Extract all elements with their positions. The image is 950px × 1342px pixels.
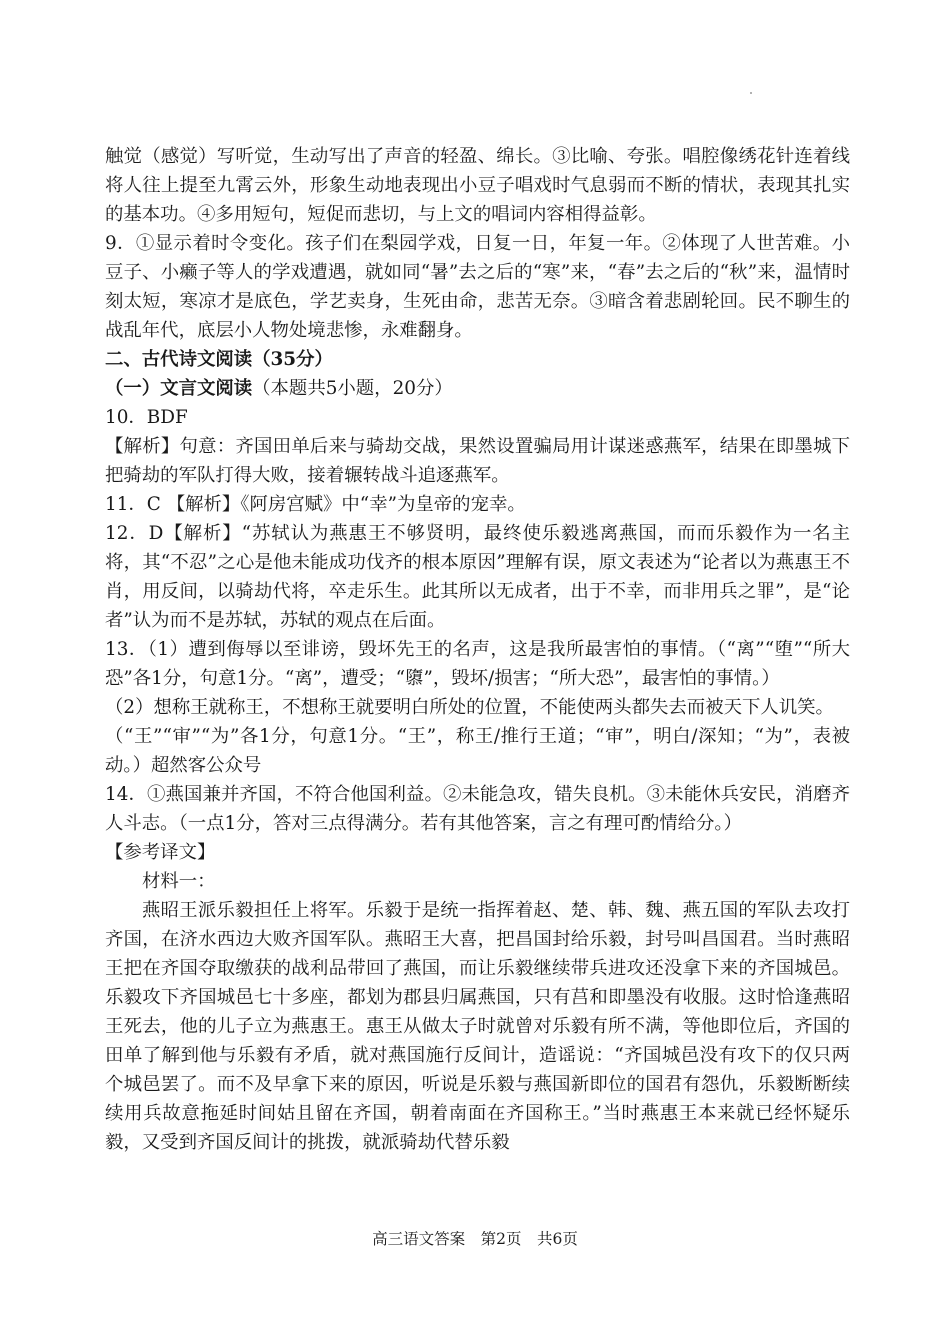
scan-speck [750, 92, 752, 94]
subsection-heading-classical-reading [105, 374, 850, 403]
paragraph-q8-continued: 触觉（感觉）写听觉，生动写出了声音的轻盈、绵长。③比喻、夸张。唱腔像绣花针连着线将人往上提至九霄云外，形象生动地表现出小豆子唱戏时气息弱而不断的情状，表现其扎实的基本功。④多用短句，短促而悲切，与上文的唱词内容相得益彰。 [105, 146, 850, 225]
paragraph-q10-analysis: 【解析】句意：齐国田单后来与骑劫交战，果然设置骗局用计谋迷惑燕军，结果在即墨城下把骑劫的军队打得大败，接着辗转战斗追逐燕军。 [105, 436, 850, 486]
subsection-heading-rest: （本题共5小题，20分） [252, 378, 453, 399]
paragraph-q12: 12．D【解析】“苏轼认为燕惠王不够贤明，最终使乐毅逃离燕国，而而乐毅作为一名主将，其“不忍”之心是他未能成功伐齐的根本原因”理解有误，原文表述为“论者以为燕惠王不肖，用反间，以骑劫代将，卒走乐生。此其所以无成者，出于不幸，而非用兵之罪”，是“论者”认为而不是苏轼，苏轼的观点在后面。 [105, 523, 850, 631]
paragraph-q9: 9．①显示着时令变化。孩子们在梨园学戏，日复一日，年复一年。②体现了人世苦难。小豆子、小癞子等人的学戏遭遇，就如同“暑”去之后的“寒”来，“春”去之后的“秋”来，温情时刻太短，寒凉才是底色，学艺卖身，生死由命，悲苦无奈。③暗含着悲剧轮回。民不聊生的战乱年代，底层小人物处境悲惨，永难翻身。 [105, 233, 850, 341]
material-one-label: 材料一： [142, 871, 216, 892]
page-footer: 高三语文答案 第2页 共6页 [372, 1230, 578, 1248]
section-heading-ancient-poetry: 二、古代诗文阅读（35分） [105, 349, 333, 370]
paragraph-q13-part2: （2）想称王就称王，不想称王就要明白所处的位置，不能使两头都失去而被天下人讥笑。 [105, 697, 834, 718]
paragraph-q13-part2-scoring: （“王”“审”“为”各1分，句意1分。“王”，称王/推行王道；“审”，明白/深知；“为”，表被动。）超然客公众号 [105, 726, 850, 776]
paragraph-q13-part1: 13．（1）遭到侮辱以至诽谤，毁坏先王的名声，这是我所最害怕的事情。（“离”“堕”“所大恐”各1分，句意1分。“离”，遭受；“隳”，毁坏/损害；“所大恐”，最害怕的事情。） [105, 639, 850, 689]
translation-paragraph: 燕昭王派乐毅担任上将军。乐毅于是统一指挥着赵、楚、韩、魏、燕五国的军队去攻打齐国，在济水西边大败齐国军队。燕昭王大喜，把昌国封给乐毅，封号叫昌国君。当时燕昭王把在齐国夺取缴获的战利品带回了燕国，而让乐毅继续带兵进攻还没拿下来的齐国城邑。乐毅攻下齐国城邑七十多座，都划为郡县归属燕国，只有莒和即墨没有收服。这时恰逢燕昭王死去，他的儿子立为燕惠王。惠王从做太子时就曾对乐毅有所不满，等他即位后，齐国的田单了解到他与乐毅有矛盾，就对燕国施行反间计，造谣说：“齐国城邑没有攻下的仅只两个城邑罢了。而不及早拿下来的原因，听说是乐毅与燕国新即位的国君有怨仇，乐毅断断续续用兵故意拖延时间姑且留在齐国，朝着南面在齐国称王。”当时燕惠王本来就已经怀疑乐毅，又受到齐国反间计的挑拨，就派骑劫代替乐毅 [105, 900, 850, 1153]
reference-translation-heading: 【参考译文】 [105, 842, 216, 863]
paragraph-q14: 14．①燕国兼并齐国，不符合他国利益。②未能急攻，错失良机。③未能休兵安民，消磨齐人斗志。（一点1分，答对三点得满分。若有其他答案，言之有理可酌情给分。） [105, 784, 850, 834]
paragraph-q11: 11．C 【解析】《阿房宫赋》中“幸”为皇帝的宠幸。 [105, 494, 526, 515]
subsection-heading-bold-part: （一）文言文阅读 [105, 378, 253, 399]
paragraph-q10-answer: 10．BDF [105, 407, 188, 428]
answer-page-body [105, 142, 850, 1157]
